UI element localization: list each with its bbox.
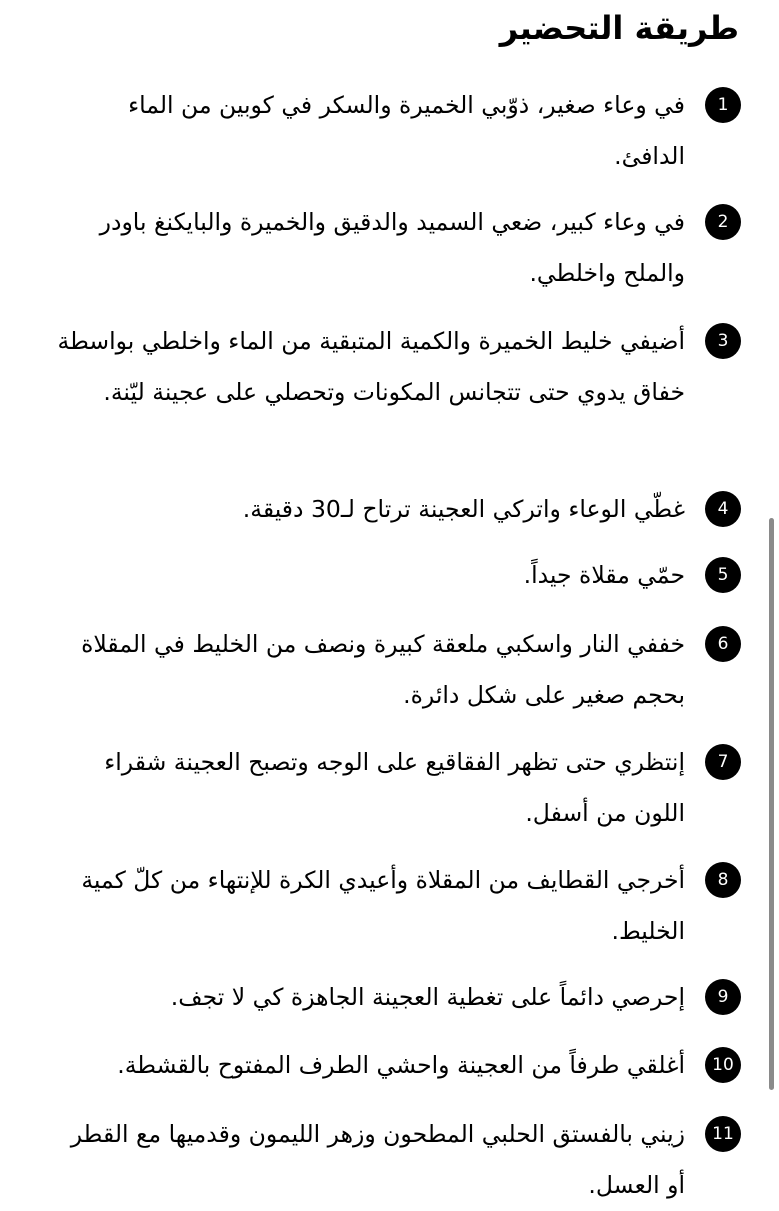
step-number-badge: 4 (705, 491, 741, 527)
step-text: إحرصي دائماً على تغطية العجينة الجاهزة كي لا تجف. (170, 983, 685, 1011)
step-number-badge: 5 (705, 557, 741, 593)
step-number-badge: 11 (705, 1116, 741, 1152)
step-number-badge: 2 (705, 204, 741, 240)
step-text: زيني بالفستق الحلبي المطحون وزهر الليمون وقدميها مع القطر أو العسل. (70, 1120, 685, 1199)
section-title: طريقة التحضير (499, 9, 739, 47)
step-text: حمّي مقلاة جيداً. (523, 561, 685, 589)
step-number-badge: 1 (705, 87, 741, 123)
step-number-badge: 7 (705, 744, 741, 780)
step-number-badge: 9 (705, 979, 741, 1015)
step-text: أضيفي خليط الخميرة والكمية المتبقية من الماء واخلطي بواسطة خفاق يدوي حتى تتجانس المكونات وتحصلي على عجينة ليّنة. (57, 327, 685, 406)
step-text: غطّي الوعاء واتركي العجينة ترتاح لـ30 دقيقة. (242, 495, 685, 523)
step-text: خففي النار واسكبي ملعقة كبيرة ونصف من الخليط في المقلاة بحجم صغير على شكل دائرة. (81, 630, 685, 709)
step-text: إنتظري حتى تظهر الفقاقيع على الوجه وتصبح العجينة شقراء اللون من أسفل. (104, 748, 685, 827)
step-text: أغلقي طرفاً من العجينة واحشي الطرف المفتوح بالقشطة. (117, 1051, 685, 1079)
step-number-badge: 8 (705, 862, 741, 898)
step-number-badge: 3 (705, 323, 741, 359)
step-text: أخرجي القطايف من المقلاة وأعيدي الكرة للإنتهاء من كلّ كمية الخليط. (81, 866, 685, 945)
step-number-badge: 10 (705, 1047, 741, 1083)
scrollbar-thumb[interactable] (769, 518, 774, 1090)
step-text: في وعاء كبير، ضعي السميد والدقيق والخميرة والبايكنغ باودر والملح واخلطي. (99, 208, 685, 287)
step-number-badge: 6 (705, 626, 741, 662)
step-text: في وعاء صغير، ذوّبي الخميرة والسكر في كوبين من الماء الدافئ. (128, 91, 685, 170)
